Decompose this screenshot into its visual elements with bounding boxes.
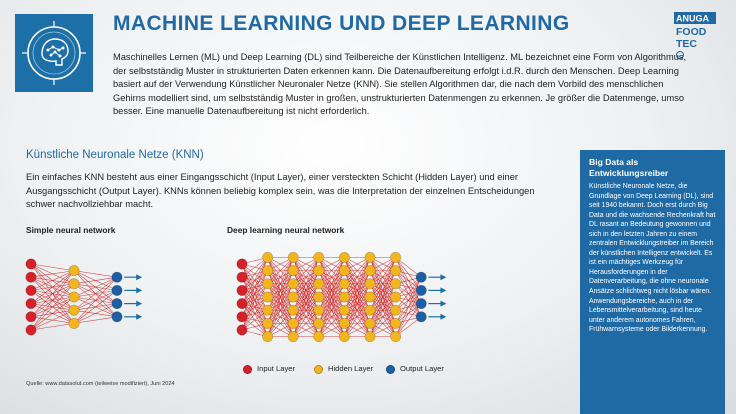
simple-net-edge xyxy=(31,297,74,330)
deep-net-hidden-node xyxy=(339,252,349,262)
deep-net-hidden-node xyxy=(365,331,375,341)
simple-net-hidden-node xyxy=(69,305,79,315)
deep-net-hidden-node xyxy=(314,252,324,262)
simple-net-edge xyxy=(31,271,74,304)
simple-net-edge xyxy=(31,271,74,278)
legend-input xyxy=(243,364,295,374)
simple-net-hidden-node xyxy=(69,265,79,275)
legend-output xyxy=(386,364,444,374)
deep-network-label: Deep learning neural network xyxy=(227,225,345,235)
deep-net-hidden-node xyxy=(314,331,324,341)
deep-net-output-node xyxy=(416,285,426,295)
simple-net-output-arrow-head xyxy=(136,274,142,280)
deep-net-hidden-node xyxy=(390,331,400,341)
simple-net-output-node xyxy=(112,272,122,282)
svg-text:TEC: TEC xyxy=(676,38,697,50)
deep-net-hidden-node xyxy=(390,279,400,289)
deep-net-hidden-node xyxy=(339,265,349,275)
deep-net-hidden-node xyxy=(365,252,375,262)
svg-text:ANUGA: ANUGA xyxy=(676,13,709,24)
simple-net-input-node xyxy=(26,285,36,295)
deep-net-hidden-node xyxy=(314,318,324,328)
deep-net-hidden-node xyxy=(365,305,375,315)
source-note: Quelle: www.datasolut.com (teilweise modifiziert), Juni 2024 xyxy=(26,381,175,387)
deep-net-hidden-node xyxy=(339,292,349,302)
simple-net-edge xyxy=(74,290,117,323)
simple-net-edge xyxy=(74,277,117,284)
deep-net-hidden-node xyxy=(365,292,375,302)
svg-text:FOOD: FOOD xyxy=(676,26,707,38)
sidebar-title: Big Data als Entwicklungsreiber xyxy=(589,157,669,178)
deep-net-hidden-node xyxy=(390,252,400,262)
deep-net-input-node xyxy=(237,298,247,308)
deep-net-hidden-node xyxy=(314,305,324,315)
simple-net-edge xyxy=(74,271,117,278)
deep-net-output-node xyxy=(416,312,426,322)
deep-net-input-node xyxy=(237,272,247,282)
input-layer-dot xyxy=(243,365,252,374)
hidden-layer-dot xyxy=(314,365,323,374)
output-layer-dot xyxy=(386,365,395,374)
legend-hidden xyxy=(314,364,373,374)
sidebar-box xyxy=(580,150,725,414)
deep-net-hidden-node xyxy=(288,318,298,328)
deep-net-hidden-node xyxy=(262,331,272,341)
sidebar-body: Künstliche Neuronale Netze, die Grundlage von Deep Learning (DL), sind seit 1940 bekannt. Doch erst durch Big Data und die wachsende Rechenkraft hat DL rasant an Bedeutung gewonnen und sich in den letzten Jahren zu einem zentralen Entwicklungstreiber im Bereich der künstlichen Intelligenz entwickelt. Es ist ein mächtiges Werkzeug für Herausforderungen in der Datenverarbeitung, die ohne neuronale Ansätze schlichtweg nicht lösbar wären. Anwendungsbereiche, auch in der Lebensmittelverarbeitung, sind heute unter anderem autonomes Fahren, Frühwarnsysteme oder Bilderkennung. xyxy=(589,183,716,334)
legend-output-label: Output Layer xyxy=(400,364,444,373)
deep-net-hidden-node xyxy=(288,292,298,302)
intro-text: Maschinelles Lernen (ML) und Deep Learning (DL) sind Teilbereiche der Künstlichen Intelligenz. ML bezeichnet eine Form von Algorithmus, der selbstständig Muster in strukturierten Daten erkennen kann. Die Datenaufbereitung erfolgt i.d.R. durch den Menschen. Deep Learning basiert auf der Verwendung Künstlicher Neuronaler Netze (KNN). Sie stellen Algorithmen dar, die nach dem Vorbild des menschlichen Gehirns modelliert sind, um selbstständig Muster in großen, unstrukturierten Datenmengen zu erkennen. Je größer die Datenmenge, umso besser. Eine manuelle Datenaufbereitung ist nicht erforderlich. xyxy=(113,52,687,117)
deep-net-hidden-node xyxy=(339,279,349,289)
legend-input-label: Input Layer xyxy=(257,364,295,373)
deep-net-output-arrow-head xyxy=(440,287,446,293)
deep-net-hidden-node xyxy=(288,305,298,315)
deep-net-hidden-node xyxy=(339,318,349,328)
simple-net-input-node xyxy=(26,272,36,282)
simple-net-output-arrow-head xyxy=(136,287,142,293)
simple-net-output-arrow-head xyxy=(136,314,142,320)
section-title: Künstliche Neuronale Netze (KNN) xyxy=(26,149,204,161)
deep-net-hidden-node xyxy=(365,265,375,275)
deep-net-output-arrow-head xyxy=(440,314,446,320)
deep-net-hidden-node xyxy=(262,265,272,275)
simple-net-edge xyxy=(31,264,74,271)
simple-network-label: Simple neural network xyxy=(26,225,116,235)
deep-net-hidden-node xyxy=(390,265,400,275)
simple-net-input-node xyxy=(26,312,36,322)
deep-net-hidden-node xyxy=(288,265,298,275)
simple-net-edge xyxy=(31,323,74,330)
deep-net-input-node xyxy=(237,285,247,295)
deep-net-hidden-node xyxy=(314,292,324,302)
deep-net-hidden-node xyxy=(262,292,272,302)
simple-net-edge xyxy=(31,284,74,330)
deep-net-hidden-node xyxy=(288,252,298,262)
deep-net-output-arrow-head xyxy=(440,274,446,280)
deep-net-output-arrow-head xyxy=(440,301,446,307)
simple-net-hidden-node xyxy=(69,279,79,289)
deep-net-hidden-node xyxy=(314,265,324,275)
simple-net-edge xyxy=(31,271,74,330)
simple-net-input-node xyxy=(26,298,36,308)
deep-net-input-node xyxy=(237,325,247,335)
simple-net-edge xyxy=(74,277,117,323)
simple-net-output-node xyxy=(112,298,122,308)
deep-net-hidden-node xyxy=(314,279,324,289)
simple-net-output-node xyxy=(112,312,122,322)
section-description: Ein einfaches KNN besteht aus einer Eingangsschicht (Input Layer), einer versteckten Schicht (Hidden Layer) und einer Ausgangsschicht (Output Layer). KNNs können beliebig komplex sein, was die Interpretation der einzelnen Entscheidungen schwer nachvollziehbar macht. xyxy=(26,172,535,210)
deep-net-hidden-node xyxy=(390,292,400,302)
simple-net-output-arrow-head xyxy=(136,301,142,307)
deep-net-hidden-node xyxy=(262,252,272,262)
simple-net-output-node xyxy=(112,285,122,295)
simple-net-hidden-node xyxy=(69,318,79,328)
simple-net-edge xyxy=(74,317,117,324)
page-title: MACHINE LEARNING UND DEEP LEARNING xyxy=(113,12,570,35)
deep-net-input-node xyxy=(237,312,247,322)
simple-net-input-node xyxy=(26,325,36,335)
simple-net-hidden-node xyxy=(69,292,79,302)
deep-net-hidden-node xyxy=(339,305,349,315)
legend-hidden-label: Hidden Layer xyxy=(328,364,374,373)
deep-net-hidden-node xyxy=(339,331,349,341)
simple-net-edge xyxy=(74,277,117,310)
deep-net-hidden-node xyxy=(288,331,298,341)
deep-net-hidden-node xyxy=(262,279,272,289)
deep-net-hidden-node xyxy=(262,305,272,315)
deep-net-hidden-node xyxy=(365,279,375,289)
deep-net-input-node xyxy=(237,259,247,269)
deep-net-hidden-node xyxy=(288,279,298,289)
deep-net-hidden-node xyxy=(390,318,400,328)
deep-net-hidden-node xyxy=(390,305,400,315)
deep-net-output-node xyxy=(416,298,426,308)
deep-net-hidden-node xyxy=(365,318,375,328)
simple-net-edge xyxy=(31,271,74,317)
deep-net-output-node xyxy=(416,272,426,282)
deep-net-hidden-node xyxy=(262,318,272,328)
simple-net-input-node xyxy=(26,259,36,269)
